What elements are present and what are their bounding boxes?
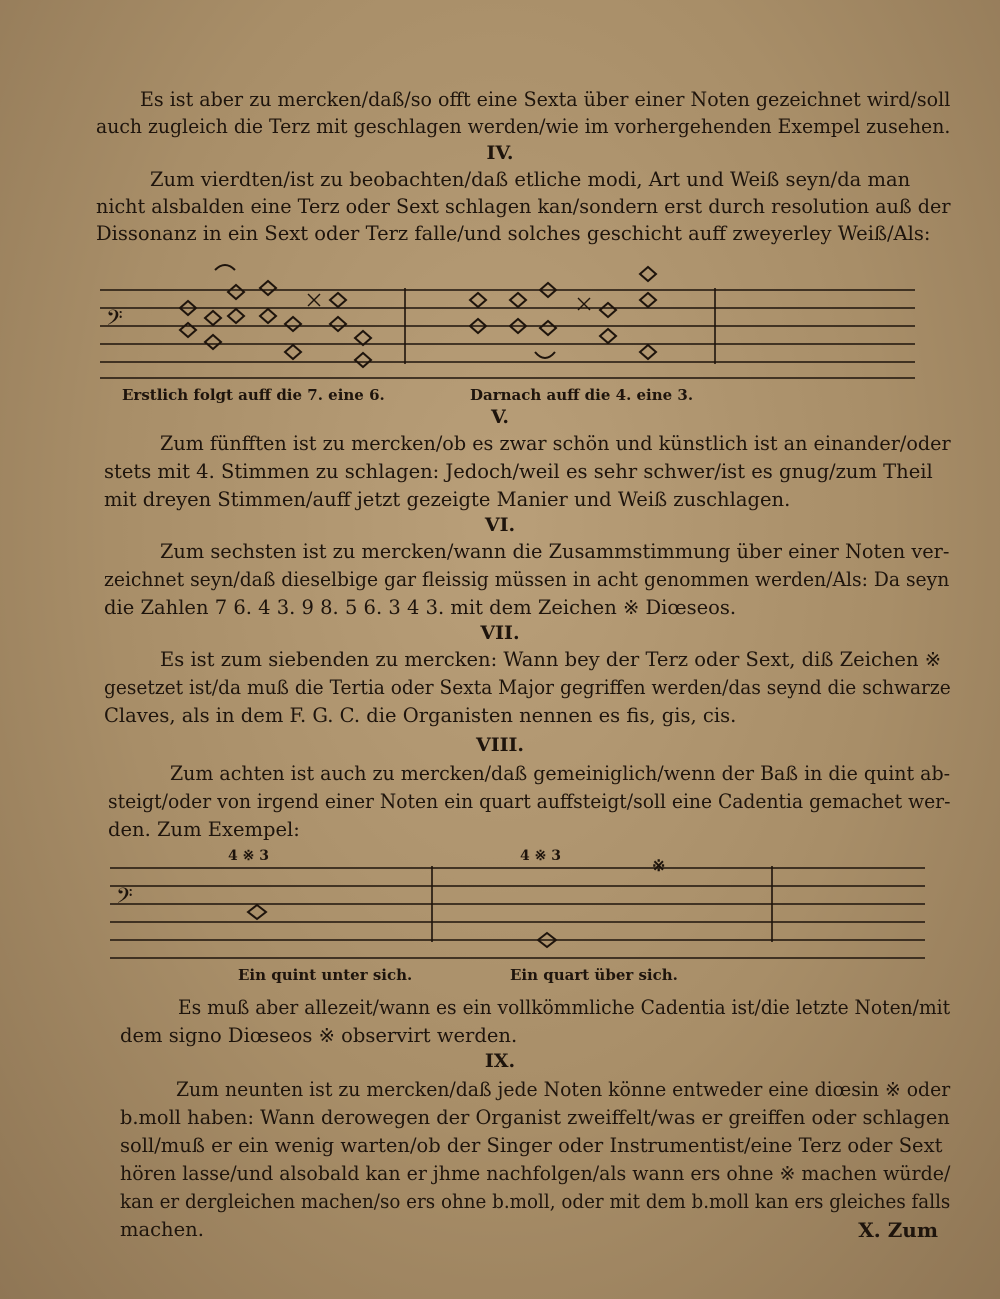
text-line: mit dreyen Stimmen/auff jetzt gezeigte Manier und Weiß zuschlagen. <box>104 488 791 511</box>
section-heading-v: V. <box>490 406 510 428</box>
caption: Erstlich folgt auff die 7. eine 6. <box>122 386 385 404</box>
text-line: nicht alsbalden eine Terz oder Sext schlagen kan/sondern erst durch resolution auß der <box>96 195 951 218</box>
staff-2-lines <box>110 866 925 958</box>
text-line: die Zahlen 7 6. 4 3. 9 8. 5 6. 3 4 3. mit dem Zeichen ※ Diœseos. <box>104 596 737 619</box>
text-line: den. Zum Exempel: <box>108 818 300 841</box>
section-heading-viii: VIII. <box>475 734 525 756</box>
text-line: auch zugleich die Terz mit geschlagen werden/wie im vorhergehenden Exempel zusehen. <box>96 115 951 138</box>
text-line: zeichnet seyn/daß dieselbige gar fleissig müssen in acht genommen werden/Als: Da seyn <box>104 568 950 591</box>
text-line: steigt/oder von irgend einer Noten ein quart auffsteigt/soll eine Cadentia gemachet wer- <box>108 790 951 813</box>
section-heading-vi: VI. <box>484 514 516 536</box>
text-line: soll/muß er ein wenig warten/ob der Singer oder Instrumentist/eine Terz oder Sext <box>120 1134 943 1157</box>
caption: Ein quint unter sich. <box>238 966 413 984</box>
bass-clef-icon: 𝄢 <box>116 884 133 914</box>
text-line: Claves, als in dem F. G. C. die Organisten nennen es fis, gis, cis. <box>104 704 737 727</box>
text-line: gesetzet ist/da muß die Tertia oder Sexta Major gegriffen werden/das seynd die schwarze <box>104 676 951 699</box>
text-line: Zum fünfften ist zu mercken/ob es zwar schön und künstlich ist an einander/oder <box>160 432 951 455</box>
section-heading-iv: IV. <box>486 142 514 164</box>
caption: Darnach auff die 4. eine 3. <box>470 386 694 404</box>
text-line: Zum sechsten ist zu mercken/wann die Zusammstimmung über einer Noten ver- <box>160 540 950 563</box>
bass-clef-icon: 𝄢 <box>106 306 123 336</box>
text-line: kan er dergleichen machen/so ers ohne b.moll, oder mit dem b.moll kan ers gleiches falls <box>120 1190 951 1213</box>
text-line: b.moll haben: Wann derowegen der Organist zweiffelt/was er greiffen oder schlagen <box>120 1106 950 1129</box>
text-line: hören lasse/und alsobald kan er jhme nachfolgen/als wann ers ohne ※ machen würde/ <box>120 1162 951 1185</box>
text-line: Dissonanz in ein Sext oder Terz falle/und solches geschicht auff zweyerley Weiß/Als: <box>96 222 931 245</box>
catchword: X. Zum <box>858 1218 938 1242</box>
text-line: Zum vierdten/ist zu beobachten/daß etliche modi, Art und Weiß seyn/da man <box>150 168 911 191</box>
text-line: Es ist zum siebenden zu mercken: Wann bey der Terz oder Sext, diß Zeichen ※ <box>160 648 942 671</box>
text-line: Es muß aber allezeit/wann es ein vollkömmliche Cadentia ist/die letzte Noten/mit <box>178 996 951 1019</box>
figured-bass-label: 4 ※ 3 <box>228 848 269 864</box>
caption: Ein quart über sich. <box>510 966 678 984</box>
section-heading-ix: IX. <box>484 1050 516 1072</box>
sharp-icon: ※ <box>652 856 666 875</box>
figured-bass-label: 4 ※ 3 <box>520 848 561 864</box>
text-line: machen. <box>120 1218 204 1241</box>
text-line: stets mit 4. Stimmen zu schlagen: Jedoch/weil es sehr schwer/ist es gnug/zum Theil <box>104 460 933 483</box>
text-line: Zum neunten ist zu mercken/daß jede Noten könne entweder eine diœsin ※ oder <box>176 1078 951 1101</box>
text-line: dem signo Diœseos ※ observirt werden. <box>120 1024 518 1047</box>
text-line: Es ist aber zu mercken/daß/so offt eine Sexta über einer Noten gezeichnet wird/soll <box>140 88 951 111</box>
section-heading-vii: VII. <box>480 622 520 644</box>
text-line: Zum achten ist auch zu mercken/daß gemeiniglich/wenn der Baß in die quint ab- <box>170 762 951 785</box>
